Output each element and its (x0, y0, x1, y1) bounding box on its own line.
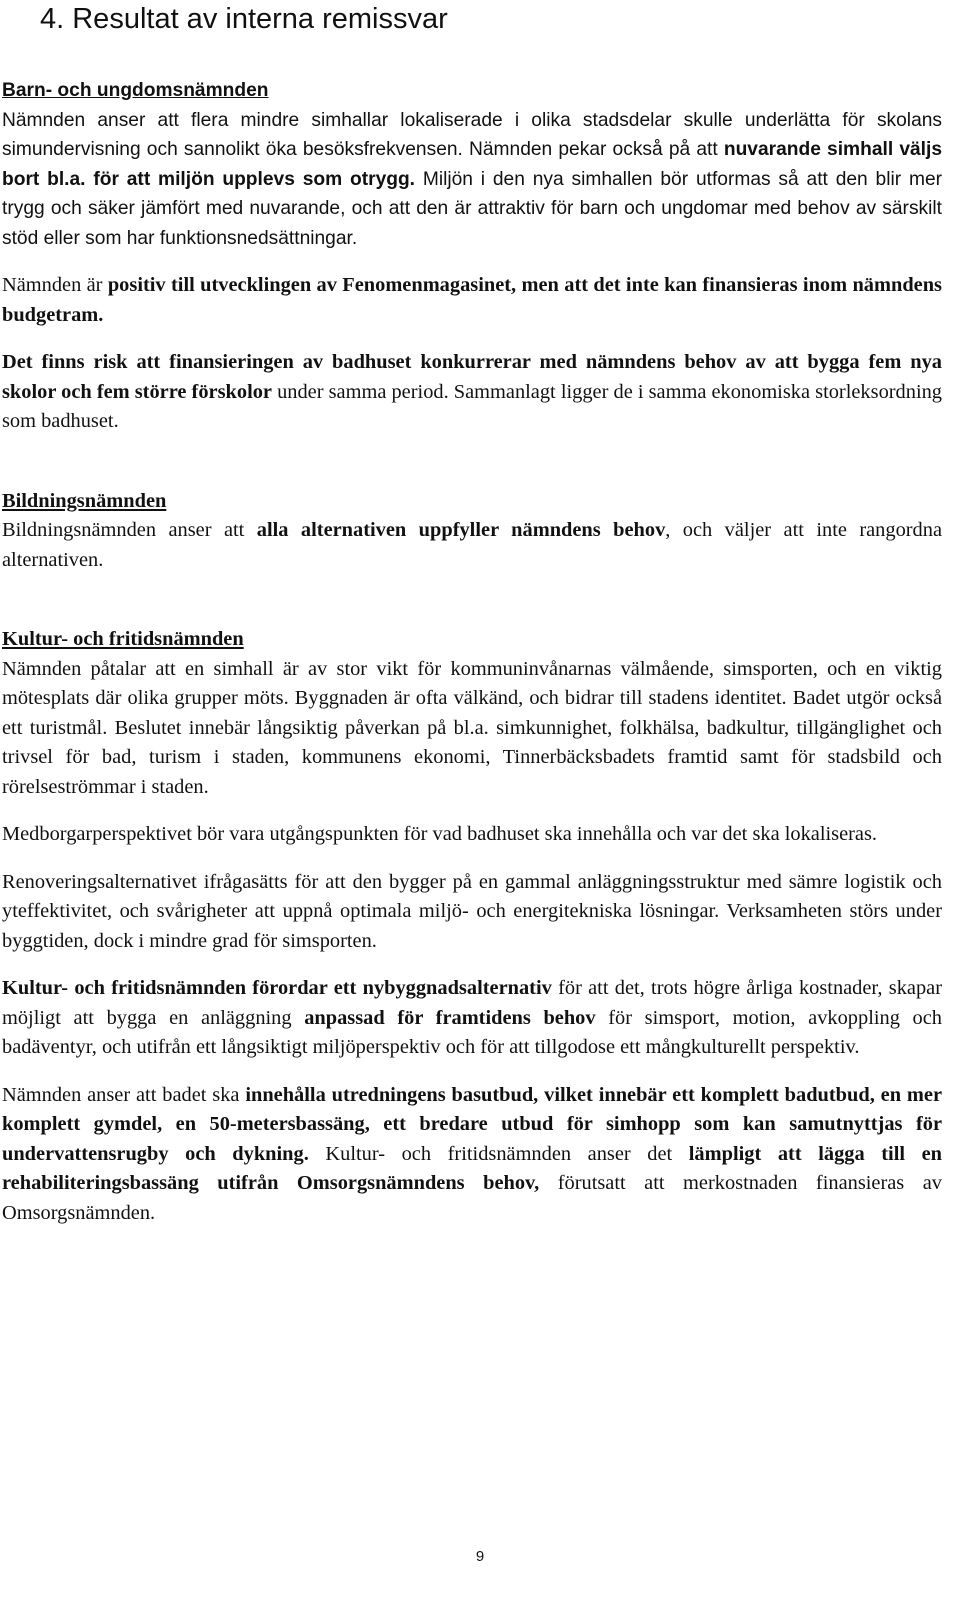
barn-p1-a: Nämnden anser att flera mindre simhallar lokaliserade i olika stadsdelar skulle underlätta för skolans simundervisning och sannolikt öka besöksfrekvensen. Nämnden pekar också på att (2, 109, 942, 160)
bildning-paragraph-1 (2, 516, 942, 575)
kultur-p5-e: förutsatt att merkostnaden finansieras av Omsorgsnämnden. (2, 1172, 942, 1224)
barn-p2-b: positiv till utvecklingen av Fenomenmagasinet, men att det inte kan finansieras inom nämndens budgetram. (2, 274, 942, 326)
kultur-paragraph-4 (2, 974, 942, 1063)
bildning-section (2, 487, 942, 576)
barn-p1-b: nuvarande simhall väljs bort bl.a. för att miljön upplevs som otrygg. (2, 139, 942, 190)
kultur-title: Kultur- och fritidsnämnden (2, 628, 244, 650)
bildning-p1-a: Bildningsnämnden anser att (2, 519, 257, 541)
kultur-paragraph-2: Medborgarperspektivet bör vara utgångspunkten för vad badhuset ska innehålla och var det ska lokaliseras. (2, 823, 878, 845)
page-number: 9 (475, 1548, 485, 1565)
barn-title: Barn- och ungdomsnämnden (2, 80, 269, 101)
kultur-p4-b: för att det, trots högre årliga kostnader, skapar möjligt att bygga en anläggning (2, 977, 942, 1029)
kultur-paragraph-3: Renoveringsalternativet ifrågasätts för att den bygger på en gammal anläggningsstruktur med sämre logistik och yteffektivitet, och svårigheter att uppnå optimala miljö- och energitekniska lösningar. Verksamheten störs under byggtiden, dock i mindre grad för simsporten. (2, 870, 942, 952)
kultur-paragraph-5 (2, 1081, 942, 1229)
kultur-paragraph-1: Nämnden påtalar att en simhall är av stor vikt för kommuninvånarnas välmående, simsporten, och en viktig mötesplats där olika grupper möts. Byggnaden är ofta välkänd, och bidrar till stadens identitet. Badet utgör också ett turistmål. Beslutet innebär långsiktig påverkan på bl.a. simkunnighet, folkhälsa, badkultur, tillgänglighet och trivsel för bad, turism i staden, kommunens ekonomi, Tinnerbäcksbadets framtid samt för stadsbild och rörelseströmmar i staden. (2, 657, 942, 798)
barn-p3-b: under samma period. Sammanlagt ligger de i samma ekonomiska storleksordning som badhuset. (2, 380, 942, 432)
kultur-p4-c: anpassad för framtidens behov (304, 1006, 596, 1029)
barn-section (2, 76, 942, 437)
bildning-title: Bildningsnämnden (2, 489, 167, 512)
kultur-p5-d: lämpligt att lägga till en rehabiliteringsbassäng utifrån Omsorgsnämndens behov, (2, 1142, 942, 1194)
kultur-p5-c: Kultur- och fritidsnämnden anser det (308, 1142, 689, 1165)
bildning-p1-b: alla alternativen uppfyller nämndens behov (256, 519, 666, 541)
kultur-p5-a: Nämnden anser att badet ska (2, 1083, 246, 1106)
barn-p3-a: Det finns risk att finansieringen av badhuset konkurrerar med nämndens behov av att bygga fem nya skolor och fem större förskolor (2, 351, 942, 403)
bildning-p1-c: , och väljer att inte rangordna alternativen. (2, 519, 942, 571)
kultur-p4-d: för simsport, motion, avkoppling och badäventyr, och utifrån ett långsiktigt miljöperspektiv och för att tillgodose ett mångkulturellt perspektiv. (2, 1006, 942, 1058)
barn-paragraph-3 (2, 348, 942, 437)
barn-p2-a: Nämnden är (2, 274, 108, 296)
barn-paragraph-2 (2, 271, 942, 330)
kultur-section (2, 625, 942, 1228)
barn-paragraph-1 (2, 106, 942, 254)
kultur-p4-a: Kultur- och fritidsnämnden förordar ett nybyggnadsalternativ (2, 977, 552, 999)
barn-p1-c: Miljön i den nya simhallen bör utformas så att den blir mer trygg och säker jämfört med nuvarande, och att den är attraktiv för barn och ungdomar med behov av särskilt stöd eller som har funktionsnedsättningar. (2, 168, 942, 249)
kultur-p5-b: innehålla utredningens basutbud, vilket innebär ett komplett badutbud, en mer komplett gymdel, en 50-metersbassäng, ett bredare utbud för simhopp som kan samutnyttjas för undervattensrugby och dykning. (2, 1083, 942, 1165)
section-heading: 4. Resultat av interna remissvar (40, 3, 448, 35)
